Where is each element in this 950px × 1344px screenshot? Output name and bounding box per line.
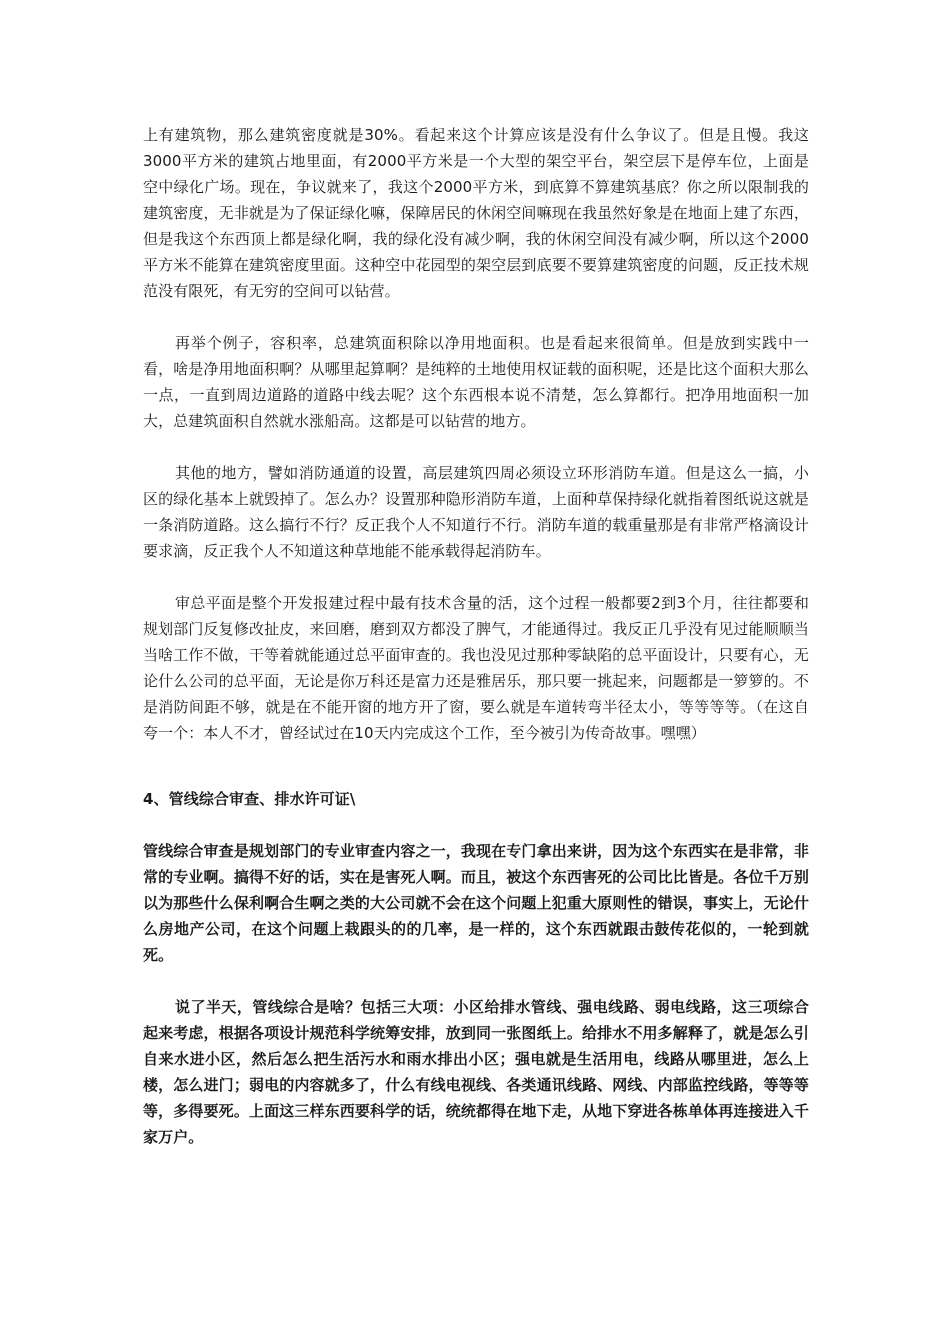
paragraph-spacer bbox=[143, 564, 809, 590]
paragraph-fire-lane: 其他的地方，譬如消防通道的设置，高层建筑四周必须设立环形消防车道。但是这么一搞，小区的绿化基本上就毁掉了。怎么办？设置那种隐形消防车道，上面种草保持绿化就指着图纸说这就是一条消防道路。这么搞行不行？反正我个人不知道行不行。消防车道的载重量那是有非常严格滴设计要求滴，反正我个人不知道这种草地能不能承载得起消防车。 bbox=[143, 464, 809, 560]
paragraph-building-density: 上有建筑物，那么建筑密度就是30%。看起来这个计算应该是没有什么争议了。但是且慢。我这3000平方米的建筑占地里面，有2000平方米是一个大型的架空平台，架空层下是停车位，上面是空中绿化广场。现在，争议就来了，我这个2000平方米，到底算不算建筑基底？你之所以限制我的建筑密度，无非就是为了保证绿化嘛，保障居民的休闲空间嘛现在我虽然好象是在地面上建了东西，但是我这个东西顶上都是绿化啊，我的绿化没有减少啊，我的休闲空间没有减少啊，所以这个2000平方米不能算在建筑密度里面。这种空中花园型的架空层到底要不要算建筑密度的问题，反正技术规范没有限死，有无穷的空间可以钻营。 bbox=[143, 126, 809, 300]
document-page bbox=[143, 122, 809, 1150]
paragraph-spacer bbox=[143, 968, 809, 994]
section-spacer bbox=[143, 746, 809, 786]
paragraph-pipeline-definition: 说了半天，管线综合是啥？包括三大项：小区给排水管线、强电线路、弱电线路，这三项综合起来考虑，根据各项设计规范科学统筹安排，放到同一张图纸上。给排水不用多解释了，就是怎么引自来水进小区，然后怎么把生活污水和雨水排出小区；强电就是生活用电，线路从哪里进，怎么上楼，怎么进门；弱电的内容就多了，什么有线电视线、各类通讯线路、网线、内部监控线路，等等等等，多得要死。上面这三样东西要科学的话，统统都得在地下走，从地下穿进各栋单体再连接进入千家万户。 bbox=[143, 998, 809, 1146]
paragraph-spacer bbox=[143, 812, 809, 838]
paragraph-plot-ratio: 再举个例子，容积率，总建筑面积除以净用地面积。也是看起来很简单。但是放到实践中一看，啥是净用地面积啊？从哪里起算啊？是纯粹的土地使用权证载的面积呢，还是比这个面积大那么一点，一直到周边道路的道路中线去呢？这个东西根本说不清楚，怎么算都行。把净用地面积一加大，总建筑面积自然就水涨船高。这都是可以钻营的地方。 bbox=[143, 334, 809, 430]
paragraph-spacer bbox=[143, 434, 809, 460]
paragraph-spacer bbox=[143, 304, 809, 330]
paragraph-pipeline-review: 管线综合审查是规划部门的专业审查内容之一，我现在专门拿出来讲，因为这个东西实在是非常，非常的专业啊。搞得不好的话，实在是害死人啊。而且，被这个东西害死的公司比比皆是。各位千万别以为那些什么保利啊合生啊之类的大公司就不会在这个问题上犯重大原则性的错误，事实上，无论什么房地产公司，在这个问题上栽跟头的的几率，是一样的，这个东西就跟击鼓传花似的，一轮到就死。 bbox=[143, 842, 809, 964]
paragraph-site-plan-review: 审总平面是整个开发报建过程中最有技术含量的活，这个过程一般都要2到3个月，往往都要和规划部门反复修改扯皮，来回磨，磨到双方都没了脾气，才能通得过。我反正几乎没有见过能顺顺当当啥工作不做，干等着就能通过总平面审查的。我也没见过那种零缺陷的总平面设计，只要有心，无论什么公司的总平面，无论是你万科还是富力还是雅居乐，那只要一挑起来，问题都是一箩箩的。不是消防间距不够，就是在不能开窗的地方开了窗，要么就是车道转弯半径太小，等等等等。（在这自夸一个：本人不才，曾经试过在10天内完成这个工作，至今被引为传奇故事。嘿嘿） bbox=[143, 594, 809, 742]
section-heading: 4、管线综合审查、排水许可证\ bbox=[143, 790, 356, 808]
